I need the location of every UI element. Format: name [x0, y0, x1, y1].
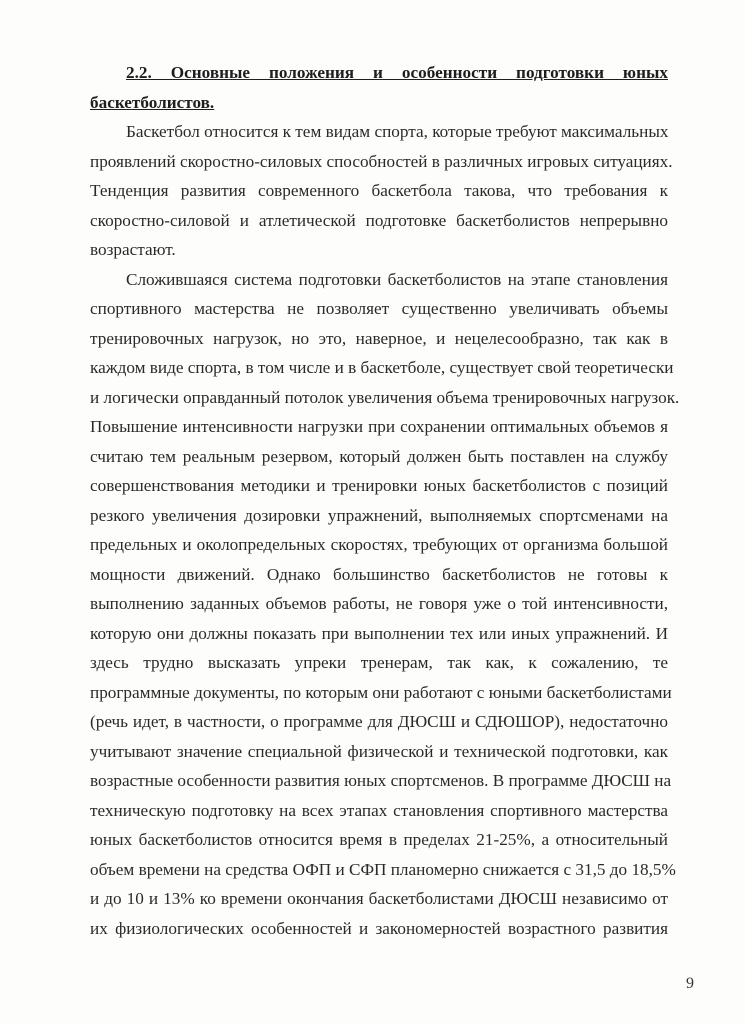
- text-line: спортивного мастерства не позволяет существенно увеличивать объемы: [90, 299, 668, 318]
- text-line: (речь идет, в частности, о программе для ДЮСШ и СДЮШОР), недостаточно: [90, 712, 668, 731]
- text-line: и логически оправданный потолок увеличения объема тренировочных нагрузок.: [90, 387, 680, 407]
- text-line: Тенденция развития современного баскетбола такова, что требования к: [90, 181, 668, 200]
- text-line: Баскетбол относится к тем видам спорта, которые требуют максимальных: [126, 122, 669, 141]
- text-line: резкого увеличения дозировки упражнений, выполняемых спортсменами на: [90, 505, 668, 525]
- text-line: Повышение интенсивности нагрузки при сохранении оптимальных объемов я: [90, 417, 668, 436]
- text-line: здесь трудно высказать упреки тренерам, так как, к сожалению, те: [90, 653, 668, 672]
- text-line: объем времени на средства ОФП и СФП планомерно снижается с 31,5 до 18,5%: [90, 859, 676, 879]
- text-line: которую они должны показать при выполнении тех или иных упражнений. И: [90, 623, 668, 643]
- text-line: скоростно-силовой и атлетической подготовке баскетболистов непрерывно: [90, 210, 668, 230]
- page-number: 9: [686, 975, 694, 992]
- text-line: выполнению заданных объемов работы, не говоря уже о той интенсивности,: [90, 594, 668, 613]
- text-line: считаю тем реальным резервом, который должен быть поставлен на службу: [90, 446, 668, 466]
- paragraph-1: [90, 117, 673, 265]
- text-line: совершенствования методики и тренировки юных баскетболистов с позиций: [90, 476, 668, 495]
- text-line: учитывают значение специальной физической и технической подготовки, как: [90, 741, 668, 761]
- text-line: возрастные особенности развития юных спортсменов. В программе ДЮСШ на: [90, 771, 672, 790]
- section-heading-line-1: 2.2. Основные положения и особенности подготовки юных: [126, 63, 668, 82]
- text-line: каждом виде спорта, в том числе и в баскетболе, существует свой теоретически: [90, 358, 674, 377]
- section-heading-line-2: баскетболистов.: [90, 92, 215, 112]
- text-line: техническую подготовку на всех этапах становления спортивного мастерства: [90, 800, 668, 820]
- document-page: [90, 58, 680, 943]
- text-line: тренировочных нагрузок, но это, наверное, и нецелесообразно, так как в: [90, 328, 668, 348]
- text-line: Сложившаяся система подготовки баскетболистов на этапе становления: [126, 269, 668, 289]
- text-line: возрастают.: [90, 240, 176, 259]
- text-line: мощности движений. Однако большинство баскетболистов не готовы к: [90, 564, 668, 584]
- text-line: предельных и околопредельных скоростях, требующих от организма большой: [90, 535, 668, 554]
- text-line: и до 10 и 13% ко времени окончания баскетболистами ДЮСШ независимо от: [90, 889, 668, 908]
- text-line: их физиологических особенностей и закономерностей возрастного развития: [90, 918, 668, 938]
- text-line: программные документы, по которым они работают с юными баскетболистами: [90, 682, 672, 702]
- text-line: юных баскетболистов относится время в пределах 21-25%, а относительный: [90, 830, 668, 849]
- paragraph-2: [90, 265, 680, 944]
- text-line: проявлений скоростно-силовых способностей в различных игровых ситуациях.: [90, 151, 673, 171]
